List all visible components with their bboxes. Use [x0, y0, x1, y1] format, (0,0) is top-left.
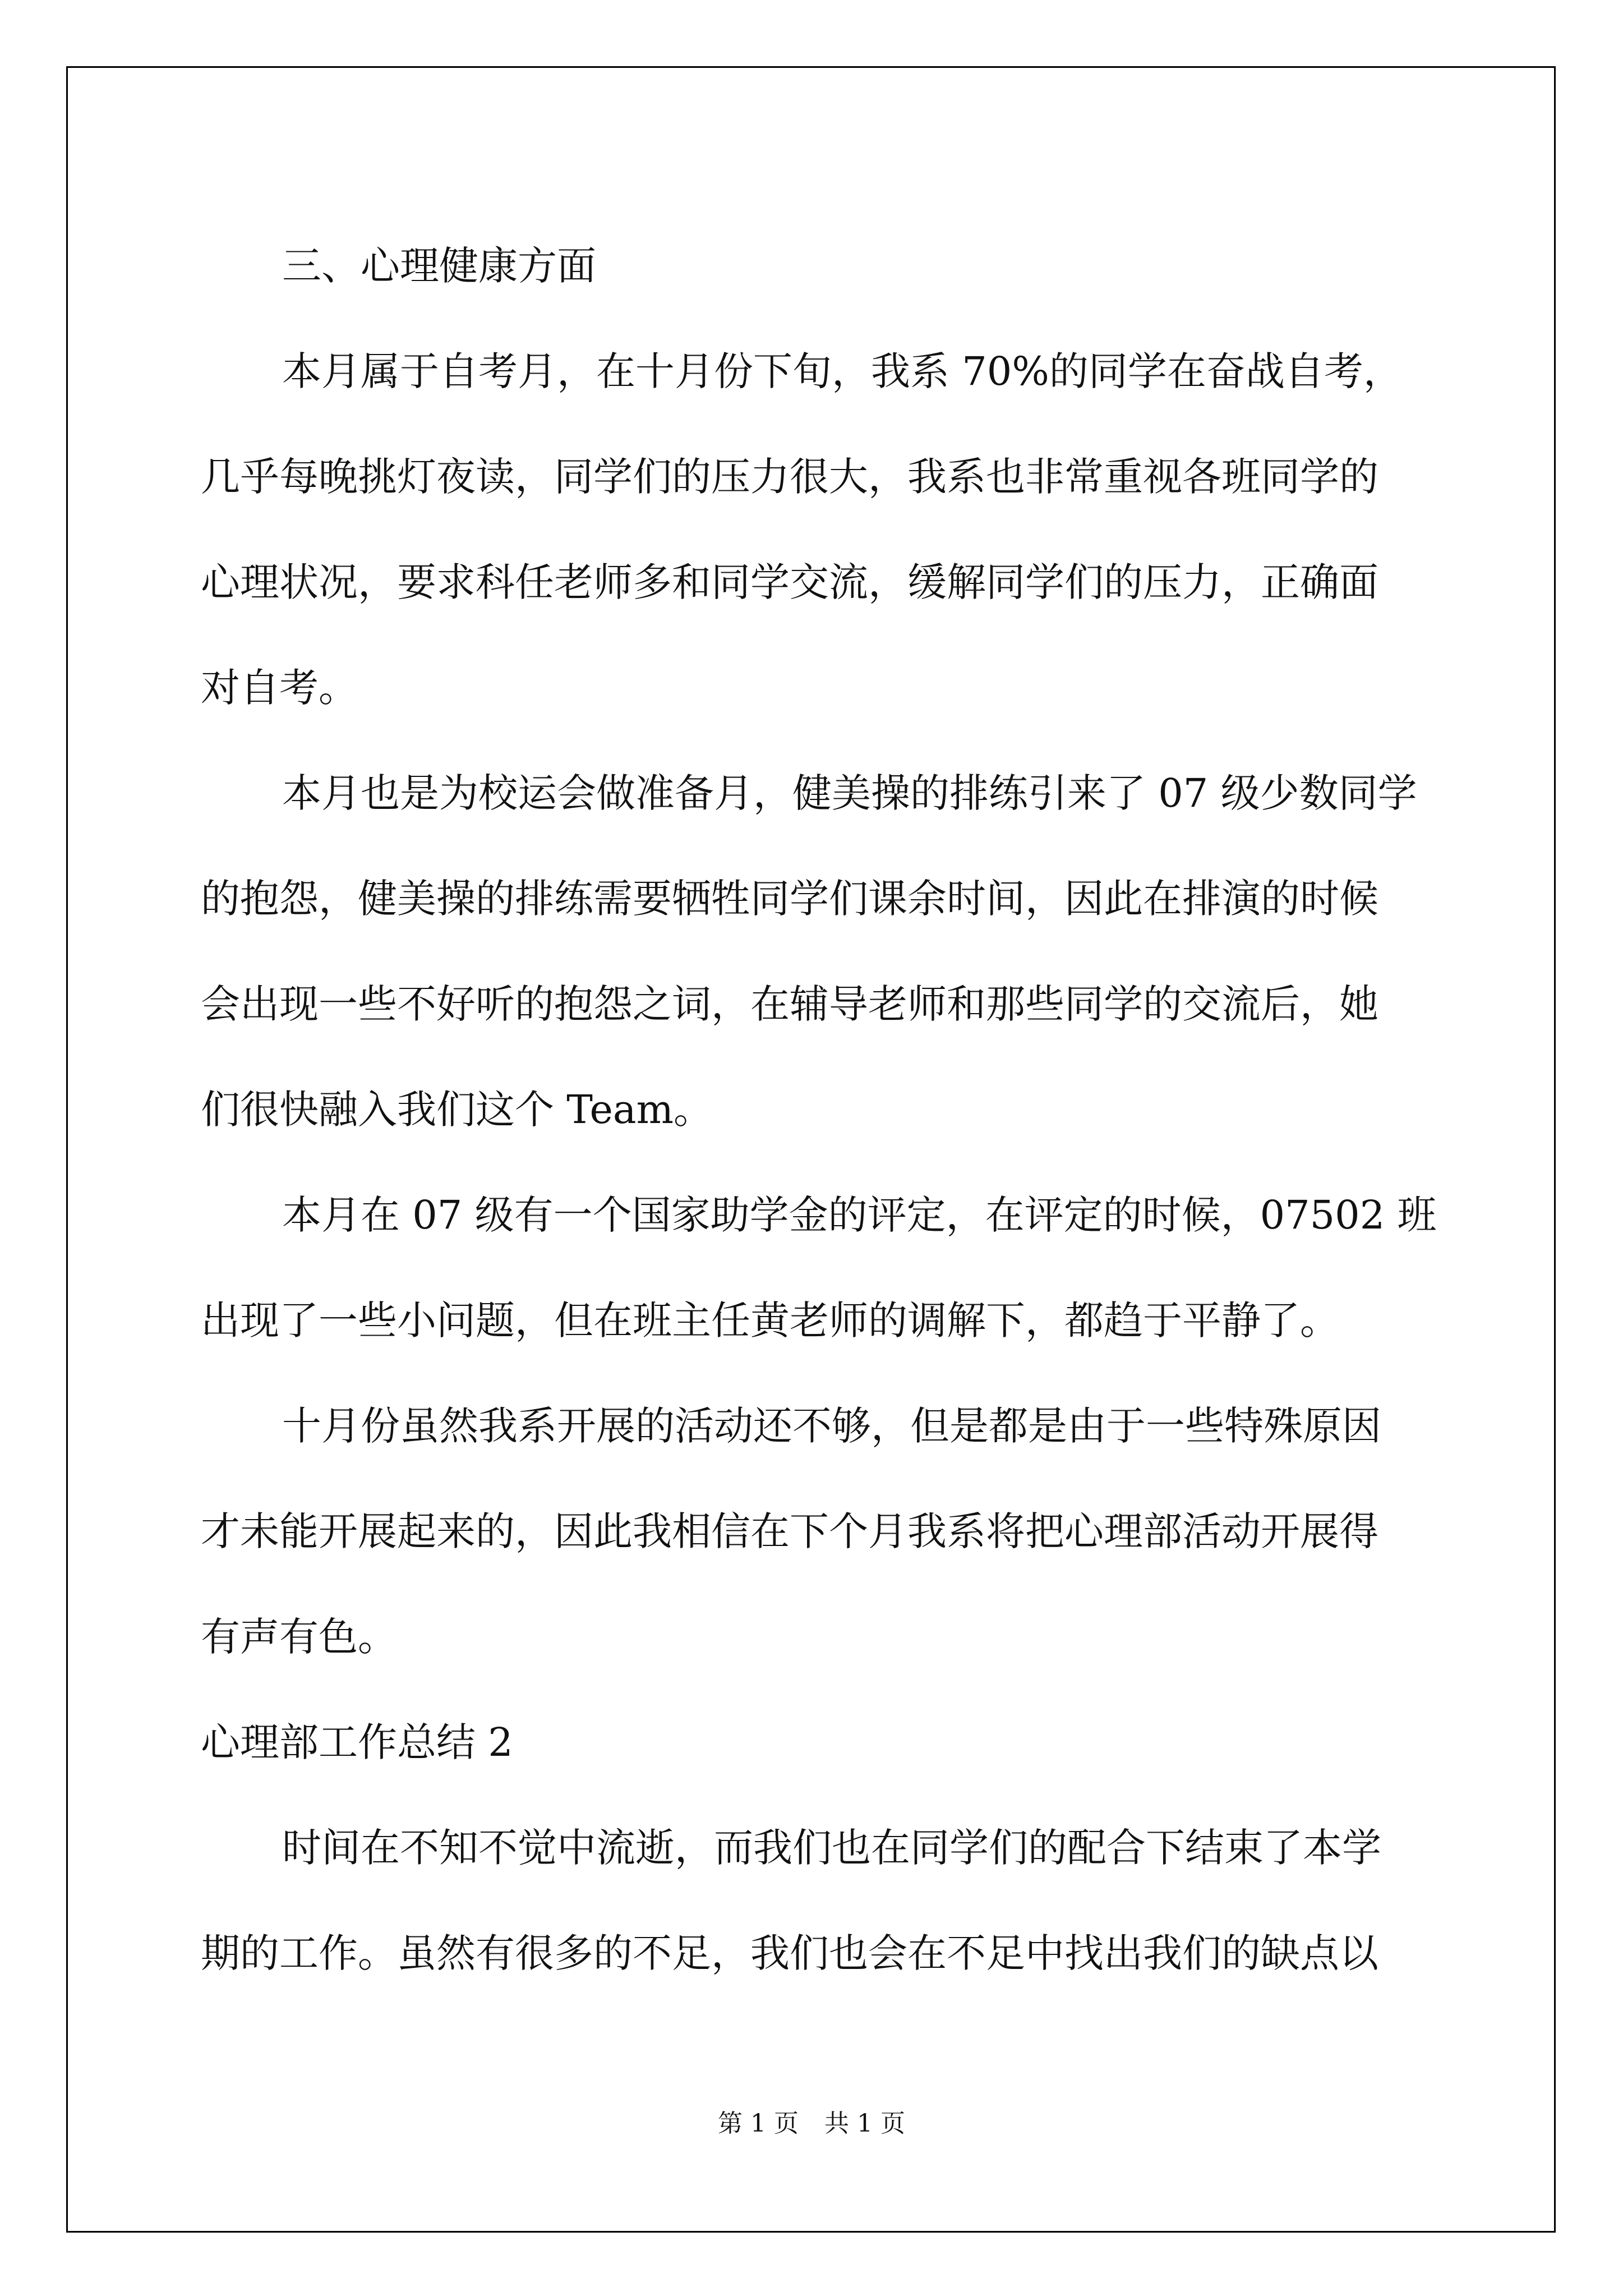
paragraph-line: 们很快融入我们这个 Team。	[201, 1087, 713, 1133]
paragraph-line: 本月属于自考月，在十月份下旬，我系 70%的同学在奋战自考，	[282, 348, 1403, 394]
paragraph-line: 十月份虽然我系开展的活动还不够，但是都是由于一些特殊原因	[282, 1403, 1381, 1449]
document-body	[201, 213, 1437, 2006]
document-title: 心理部工作总结 2	[201, 1719, 513, 1765]
paragraph-line: 才未能开展起来的，因此我相信在下个月我系将把心理部活动开展得	[201, 1508, 1378, 1554]
paragraph-line: 的抱怨，健美操的排练需要牺牲同学们课余时间，因此在排演的时候	[201, 876, 1378, 922]
paragraph-line: 本月也是为校运会做准备月，健美操的排练引来了 07 级少数同学	[282, 770, 1417, 816]
paragraph-line: 几乎每晚挑灯夜读，同学们的压力很大，我系也非常重视各班同学的	[201, 454, 1378, 500]
page-total: 共 1 页	[824, 2109, 905, 2138]
paragraph-line: 时间在不知不觉中流逝，而我们也在同学们的配合下结束了本学	[282, 1825, 1381, 1871]
paragraph-line: 对自考。	[201, 665, 358, 711]
paragraph-line: 心理状况，要求科任老师多和同学交流，缓解同学们的压力，正确面	[201, 559, 1378, 605]
paragraph-line: 会出现一些不好听的抱怨之词，在辅导老师和那些同学的交流后，她	[201, 981, 1378, 1027]
paragraph-line: 有声有色。	[201, 1614, 397, 1660]
paragraph-line: 出现了一些小问题，但在班主任黄老师的调解下，都趋于平静了。	[201, 1297, 1339, 1343]
paragraph-line: 本月在 07 级有一个国家助学金的评定，在评定的时候，07502 班	[282, 1192, 1437, 1238]
paragraph-line: 期的工作。虽然有很多的不足，我们也会在不足中找出我们的缺点以	[201, 1930, 1378, 1976]
page-footer	[0, 2108, 1623, 2139]
page-number: 第 1 页	[718, 2109, 799, 2138]
section-heading: 三、心理健康方面	[282, 243, 596, 289]
